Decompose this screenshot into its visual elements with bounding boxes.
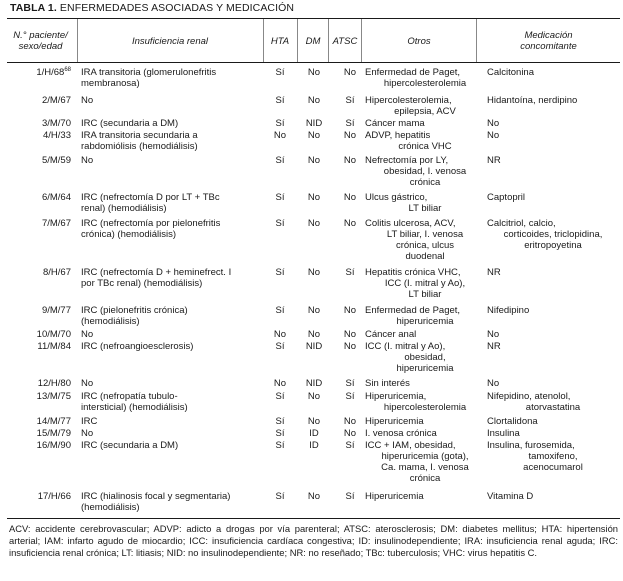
cell-medicacion bbox=[487, 329, 619, 340]
cell-hta: Sí bbox=[275, 192, 285, 203]
patient-id: 3/M/70 bbox=[41, 118, 71, 129]
cell-insuficiencia-line: membranosa) bbox=[81, 78, 140, 89]
patient-id: 9/M/77 bbox=[41, 305, 71, 316]
cell-medicacion-line: No bbox=[487, 378, 500, 389]
cell-atsc: Sí bbox=[345, 440, 355, 451]
cell-medicacion bbox=[487, 491, 619, 502]
cell-medicacion-line: acenocumarol bbox=[523, 462, 583, 473]
cell-dm: No bbox=[307, 218, 321, 229]
cell-insuficiencia bbox=[81, 67, 266, 89]
cell-medicacion-line: NR bbox=[487, 267, 501, 278]
cell-atsc: No bbox=[343, 341, 357, 352]
cell-medicacion bbox=[487, 341, 619, 352]
header-dm: DM bbox=[305, 35, 321, 47]
cell-patient-id bbox=[7, 155, 71, 166]
header-patient bbox=[7, 20, 74, 62]
table-footnote: ACV: accidente cerebrovascular; ADVP: adicto a drogas por vía parenteral; ATSC: aterosclerosis; DM: diabetes mellitus; HTA: hipertensión arterial; IAM: infarto agudo de miocardio; ICC: insuficiencia cardíaca congestiva; ID: insulinodependiente; IRA: insuficiencia renal aguda; IRC: insuficiencia renal crónica; LT: litiasis; NID: no insulinodependiente; NR: no reseñado; TBc: tuberculosis; VHC: virus hepatitis C. bbox=[9, 523, 618, 558]
cell-patient-id bbox=[7, 329, 71, 340]
cell-medicacion-line: Hidantoína, nerdipino bbox=[487, 95, 578, 106]
cell-dm: No bbox=[307, 95, 321, 106]
header-medicacion-line: Medicación bbox=[524, 30, 573, 41]
cell-patient-id bbox=[7, 130, 71, 141]
cell-otros-line: ICC (I. mitral y Ao), bbox=[365, 341, 446, 352]
cell-medicacion-line: corticoides, triclopidina, bbox=[503, 229, 603, 240]
cell-otros-line: Ulcus gástrico, bbox=[365, 192, 428, 203]
cell-patient-id bbox=[7, 428, 71, 439]
cell-patient-id bbox=[7, 440, 71, 451]
cell-medicacion bbox=[487, 416, 619, 427]
cell-insuficiencia-line: IRC (secundaria a DM) bbox=[81, 118, 179, 129]
cell-insuficiencia bbox=[81, 491, 266, 513]
header-patient-line: N.° paciente/ bbox=[13, 30, 68, 41]
cell-insuficiencia-line: (hemodiálisis) bbox=[81, 316, 140, 327]
cell-atsc: No bbox=[343, 428, 357, 439]
cell-otros-line: hiperuricemia bbox=[396, 316, 454, 327]
cell-insuficiencia bbox=[81, 329, 266, 340]
cell-otros-line: obesidad, I. venosa bbox=[383, 166, 467, 177]
patient-id: 13/M/75 bbox=[36, 391, 71, 402]
patient-id: 7/M/67 bbox=[41, 218, 71, 229]
cell-medicacion bbox=[487, 267, 619, 278]
table-title bbox=[10, 2, 294, 14]
cell-dm: NID bbox=[305, 378, 323, 389]
cell-otros-line: LT biliar bbox=[408, 203, 442, 214]
cell-medicacion bbox=[487, 218, 619, 251]
cell-insuficiencia bbox=[81, 95, 266, 106]
patient-id: 2/M/67 bbox=[41, 95, 71, 106]
cell-medicacion-line: Calcitriol, calcio, bbox=[487, 218, 556, 229]
cell-hta: Sí bbox=[275, 391, 285, 402]
cell-dm: No bbox=[307, 67, 321, 78]
cell-patient-id bbox=[7, 491, 71, 502]
cell-insuficiencia bbox=[81, 428, 266, 439]
patient-id: 4/H/33 bbox=[43, 130, 71, 141]
reference-superscript: 68 bbox=[64, 67, 71, 73]
cell-insuficiencia bbox=[81, 440, 266, 451]
cell-otros-line: Cáncer anal bbox=[365, 329, 417, 340]
cell-hta: Sí bbox=[275, 440, 285, 451]
cell-atsc: No bbox=[343, 192, 357, 203]
cell-insuficiencia-line: IRA transitoria (glomerulonefritis bbox=[81, 67, 217, 78]
header-atsc: ATSC bbox=[332, 35, 358, 47]
cell-medicacion-line: Insulina, furosemida, bbox=[487, 440, 575, 451]
patient-id: 12/H/80 bbox=[37, 378, 71, 389]
cell-otros bbox=[365, 155, 485, 188]
cell-otros-line: crónica VHC bbox=[398, 141, 452, 152]
cell-medicacion bbox=[487, 118, 619, 129]
cell-medicacion-line: NR bbox=[487, 341, 501, 352]
cell-atsc: No bbox=[343, 130, 357, 141]
cell-insuficiencia bbox=[81, 130, 266, 152]
cell-medicacion bbox=[487, 428, 619, 439]
top-rule bbox=[7, 18, 620, 19]
cell-otros bbox=[365, 391, 485, 413]
cell-patient-id bbox=[7, 341, 71, 352]
cell-hta: Sí bbox=[275, 305, 285, 316]
cell-insuficiencia-line: No bbox=[81, 329, 94, 340]
cell-otros-line: crónica, ulcus bbox=[395, 240, 455, 251]
header-rule bbox=[7, 62, 620, 63]
cell-medicacion bbox=[487, 95, 619, 106]
cell-hta: Sí bbox=[275, 67, 285, 78]
cell-medicacion-line: Calcitonina bbox=[487, 67, 534, 78]
patient-id: 6/M/64 bbox=[41, 192, 71, 203]
cell-medicacion bbox=[487, 378, 619, 389]
cell-otros-line: I. venosa crónica bbox=[365, 428, 437, 439]
cell-dm: No bbox=[307, 305, 321, 316]
patient-id: 14/M/77 bbox=[36, 416, 71, 427]
cell-atsc: Sí bbox=[345, 391, 355, 402]
bottom-rule bbox=[7, 518, 620, 519]
cell-insuficiencia-line: rabdomiólisis (hemodiálisis) bbox=[81, 141, 198, 152]
cell-insuficiencia-line: IRC (pielonefritis crónica) bbox=[81, 305, 188, 316]
cell-dm: No bbox=[307, 416, 321, 427]
cell-atsc: No bbox=[343, 67, 357, 78]
cell-medicacion-line: No bbox=[487, 329, 500, 340]
cell-hta: Sí bbox=[275, 341, 285, 352]
cell-hta: No bbox=[273, 329, 287, 340]
cell-otros-line: crónica bbox=[409, 177, 441, 188]
cell-insuficiencia-line: IRC bbox=[81, 416, 98, 427]
cell-patient-id bbox=[7, 391, 71, 402]
cell-hta: No bbox=[273, 130, 287, 141]
cell-insuficiencia bbox=[81, 378, 266, 389]
cell-insuficiencia-line: IRC (nefrectomía D por LT + TBc bbox=[81, 192, 220, 203]
cell-otros bbox=[365, 341, 485, 374]
cell-insuficiencia-line: IRC (hialinosis focal y segmentaria) bbox=[81, 491, 231, 502]
cell-insuficiencia-line: No bbox=[81, 95, 94, 106]
cell-insuficiencia-line: crónica) (hemodiálisis) bbox=[81, 229, 177, 240]
cell-insuficiencia-line: No bbox=[81, 155, 94, 166]
cell-otros bbox=[365, 267, 485, 300]
cell-medicacion-line: No bbox=[487, 130, 500, 141]
cell-insuficiencia bbox=[81, 155, 266, 166]
cell-otros-line: Enfermedad de Paget, bbox=[365, 67, 461, 78]
cell-medicacion bbox=[487, 440, 619, 473]
cell-hta: Sí bbox=[275, 218, 285, 229]
patient-id: 10/M/70 bbox=[36, 329, 71, 340]
cell-otros-line: hiperuricemia bbox=[396, 363, 454, 374]
cell-medicacion bbox=[487, 67, 619, 78]
cell-medicacion-line: Clortalidona bbox=[487, 416, 538, 427]
cell-atsc: No bbox=[343, 416, 357, 427]
cell-hta: Sí bbox=[275, 267, 285, 278]
cell-insuficiencia-line: por TBc renal) (hemodiálisis) bbox=[81, 278, 203, 289]
cell-medicacion bbox=[487, 130, 619, 141]
cell-hta: Sí bbox=[275, 416, 285, 427]
cell-insuficiencia bbox=[81, 341, 266, 352]
header-insuficiencia: Insuficiencia renal bbox=[131, 35, 209, 47]
cell-otros bbox=[365, 118, 485, 129]
cell-otros bbox=[365, 192, 485, 214]
cell-atsc: No bbox=[343, 218, 357, 229]
cell-medicacion-line: tamoxifeno, bbox=[528, 451, 578, 462]
cell-otros bbox=[365, 491, 485, 502]
cell-medicacion-line: Insulina bbox=[487, 428, 520, 439]
cell-otros-line: hipercolesterolemia bbox=[383, 78, 467, 89]
cell-patient-id bbox=[7, 118, 71, 129]
cell-dm: No bbox=[307, 192, 321, 203]
cell-otros-line: obesidad, bbox=[404, 352, 446, 363]
cell-medicacion-line: atorvastatina bbox=[525, 402, 581, 413]
cell-hta: No bbox=[273, 378, 287, 389]
cell-insuficiencia-line: IRC (nefroangioesclerosis) bbox=[81, 341, 194, 352]
cell-patient-id bbox=[7, 378, 71, 389]
cell-insuficiencia-line: IRC (nefropatía tubulo- bbox=[81, 391, 178, 402]
cell-otros bbox=[365, 130, 485, 152]
cell-medicacion bbox=[487, 155, 619, 166]
cell-otros-line: Enfermedad de Paget, bbox=[365, 305, 461, 316]
cell-medicacion bbox=[487, 192, 619, 203]
cell-otros-line: ICC + IAM, obesidad, bbox=[365, 440, 456, 451]
cell-otros bbox=[365, 67, 485, 89]
cell-dm: No bbox=[307, 155, 321, 166]
cell-dm: No bbox=[307, 329, 321, 340]
cell-otros bbox=[365, 416, 485, 427]
cell-patient-id bbox=[7, 218, 71, 229]
cell-insuficiencia bbox=[81, 218, 266, 240]
patient-id: 1/H/68 bbox=[36, 67, 65, 78]
header-hta: HTA bbox=[270, 35, 290, 47]
cell-otros-line: LT biliar bbox=[408, 289, 442, 300]
cell-otros-line: Ca. mama, I. venosa bbox=[381, 462, 469, 473]
cell-medicacion bbox=[487, 391, 619, 413]
cell-otros-line: crónica bbox=[409, 473, 441, 484]
cell-otros-line: Hepatitis crónica VHC, bbox=[365, 267, 461, 278]
cell-medicacion-line: Nifepidino, atenolol, bbox=[487, 391, 571, 402]
patient-id: 5/M/59 bbox=[41, 155, 71, 166]
cell-hta: Sí bbox=[275, 155, 285, 166]
cell-insuficiencia-line: IRA transitoria secundaria a bbox=[81, 130, 198, 141]
cell-insuficiencia bbox=[81, 192, 266, 214]
cell-insuficiencia bbox=[81, 305, 266, 327]
cell-otros-line: ICC (I. mitral y Ao), bbox=[384, 278, 466, 289]
patient-id: 16/M/90 bbox=[36, 440, 71, 451]
cell-hta: Sí bbox=[275, 428, 285, 439]
cell-otros-line: Cáncer mama bbox=[365, 118, 425, 129]
cell-hta: Sí bbox=[275, 491, 285, 502]
cell-atsc: Sí bbox=[345, 378, 355, 389]
cell-otros-line: hiperuricemia (gota), bbox=[381, 451, 469, 462]
cell-otros-line: Nefrectomía por LY, bbox=[365, 155, 449, 166]
table-title-text: ENFERMEDADES ASOCIADAS Y MEDICACIÓN bbox=[59, 2, 295, 14]
cell-insuficiencia-line: IRC (nefrectomía D + heminefrect. I bbox=[81, 267, 232, 278]
cell-insuficiencia-line: renal) (hemodiálisis) bbox=[81, 203, 167, 214]
cell-medicacion-line: Captopril bbox=[487, 192, 526, 203]
cell-hta: Sí bbox=[275, 118, 285, 129]
header-patient-line: sexo/edad bbox=[18, 41, 63, 52]
cell-otros-line: Sin interés bbox=[365, 378, 410, 389]
cell-atsc: Sí bbox=[345, 491, 355, 502]
cell-dm: No bbox=[307, 267, 321, 278]
cell-atsc: No bbox=[343, 155, 357, 166]
cell-medicacion-line: NR bbox=[487, 155, 501, 166]
cell-atsc: No bbox=[343, 329, 357, 340]
cell-atsc: Sí bbox=[345, 267, 355, 278]
cell-otros-line: Hiperuricemia bbox=[365, 416, 424, 427]
cell-insuficiencia-line: (hemodiálisis) bbox=[81, 502, 140, 513]
cell-otros-line: hipercolesterolemia bbox=[383, 402, 467, 413]
cell-dm: ID bbox=[309, 428, 319, 439]
cell-otros bbox=[365, 218, 485, 262]
cell-otros bbox=[365, 440, 485, 484]
table-title-number: TABLA 1. bbox=[10, 2, 57, 14]
cell-patient-id bbox=[7, 67, 71, 78]
cell-patient-id bbox=[7, 416, 71, 427]
cell-dm: NID bbox=[305, 118, 323, 129]
cell-dm: ID bbox=[309, 440, 319, 451]
cell-patient-id bbox=[7, 95, 71, 106]
header-medicacion-line: concomitante bbox=[520, 41, 577, 52]
cell-otros-line: Hipercolesterolemia, bbox=[365, 95, 452, 106]
patient-id: 8/H/67 bbox=[43, 267, 71, 278]
cell-otros-line: duodenal bbox=[405, 251, 445, 262]
cell-dm: NID bbox=[305, 341, 323, 352]
cell-otros-line: Hiperuricemia, bbox=[365, 391, 427, 402]
cell-medicacion bbox=[487, 305, 619, 316]
cell-insuficiencia bbox=[81, 118, 266, 129]
cell-dm: No bbox=[307, 491, 321, 502]
cell-atsc: Sí bbox=[345, 118, 355, 129]
cell-hta: Sí bbox=[275, 95, 285, 106]
patient-id: 11/M/84 bbox=[37, 341, 71, 352]
cell-insuficiencia-line: IRC (secundaria a DM) bbox=[81, 440, 179, 451]
cell-otros-line: Hiperuricemia bbox=[365, 491, 424, 502]
cell-insuficiencia-line: IRC (nefrectomía por pielonefritis bbox=[81, 218, 221, 229]
cell-patient-id bbox=[7, 267, 71, 278]
cell-insuficiencia-line: No bbox=[81, 378, 94, 389]
patient-id: 17/H/66 bbox=[37, 491, 71, 502]
cell-otros bbox=[365, 378, 485, 389]
cell-insuficiencia bbox=[81, 391, 266, 413]
cell-otros-line: ADVP, hepatitis bbox=[365, 130, 431, 141]
cell-insuficiencia bbox=[81, 267, 266, 289]
cell-dm: No bbox=[307, 391, 321, 402]
cell-medicacion-line: eritropoyetina bbox=[524, 240, 582, 251]
cell-insuficiencia-line: intersticial) (hemodiálisis) bbox=[81, 402, 188, 413]
cell-insuficiencia bbox=[81, 416, 266, 427]
cell-medicacion-line: No bbox=[487, 118, 500, 129]
cell-dm: No bbox=[307, 130, 321, 141]
cell-insuficiencia-line: No bbox=[81, 428, 94, 439]
cell-atsc: No bbox=[343, 305, 357, 316]
cell-otros bbox=[365, 329, 485, 340]
cell-otros bbox=[365, 95, 485, 117]
cell-medicacion-line: Vitamina D bbox=[487, 491, 534, 502]
header-medicacion bbox=[477, 20, 620, 62]
patient-id: 15/M/79 bbox=[36, 428, 71, 439]
header-otros: Otros bbox=[407, 35, 431, 47]
cell-otros bbox=[365, 428, 485, 439]
cell-atsc: Sí bbox=[345, 95, 355, 106]
cell-patient-id bbox=[7, 192, 71, 203]
cell-otros-line: LT biliar, I. venosa bbox=[386, 229, 464, 240]
cell-otros bbox=[365, 305, 485, 327]
cell-otros-line: Colitis ulcerosa, ACV, bbox=[365, 218, 456, 229]
cell-medicacion-line: Nifedipino bbox=[487, 305, 530, 316]
cell-patient-id bbox=[7, 305, 71, 316]
cell-otros-line: epilepsia, ACV bbox=[394, 106, 456, 117]
